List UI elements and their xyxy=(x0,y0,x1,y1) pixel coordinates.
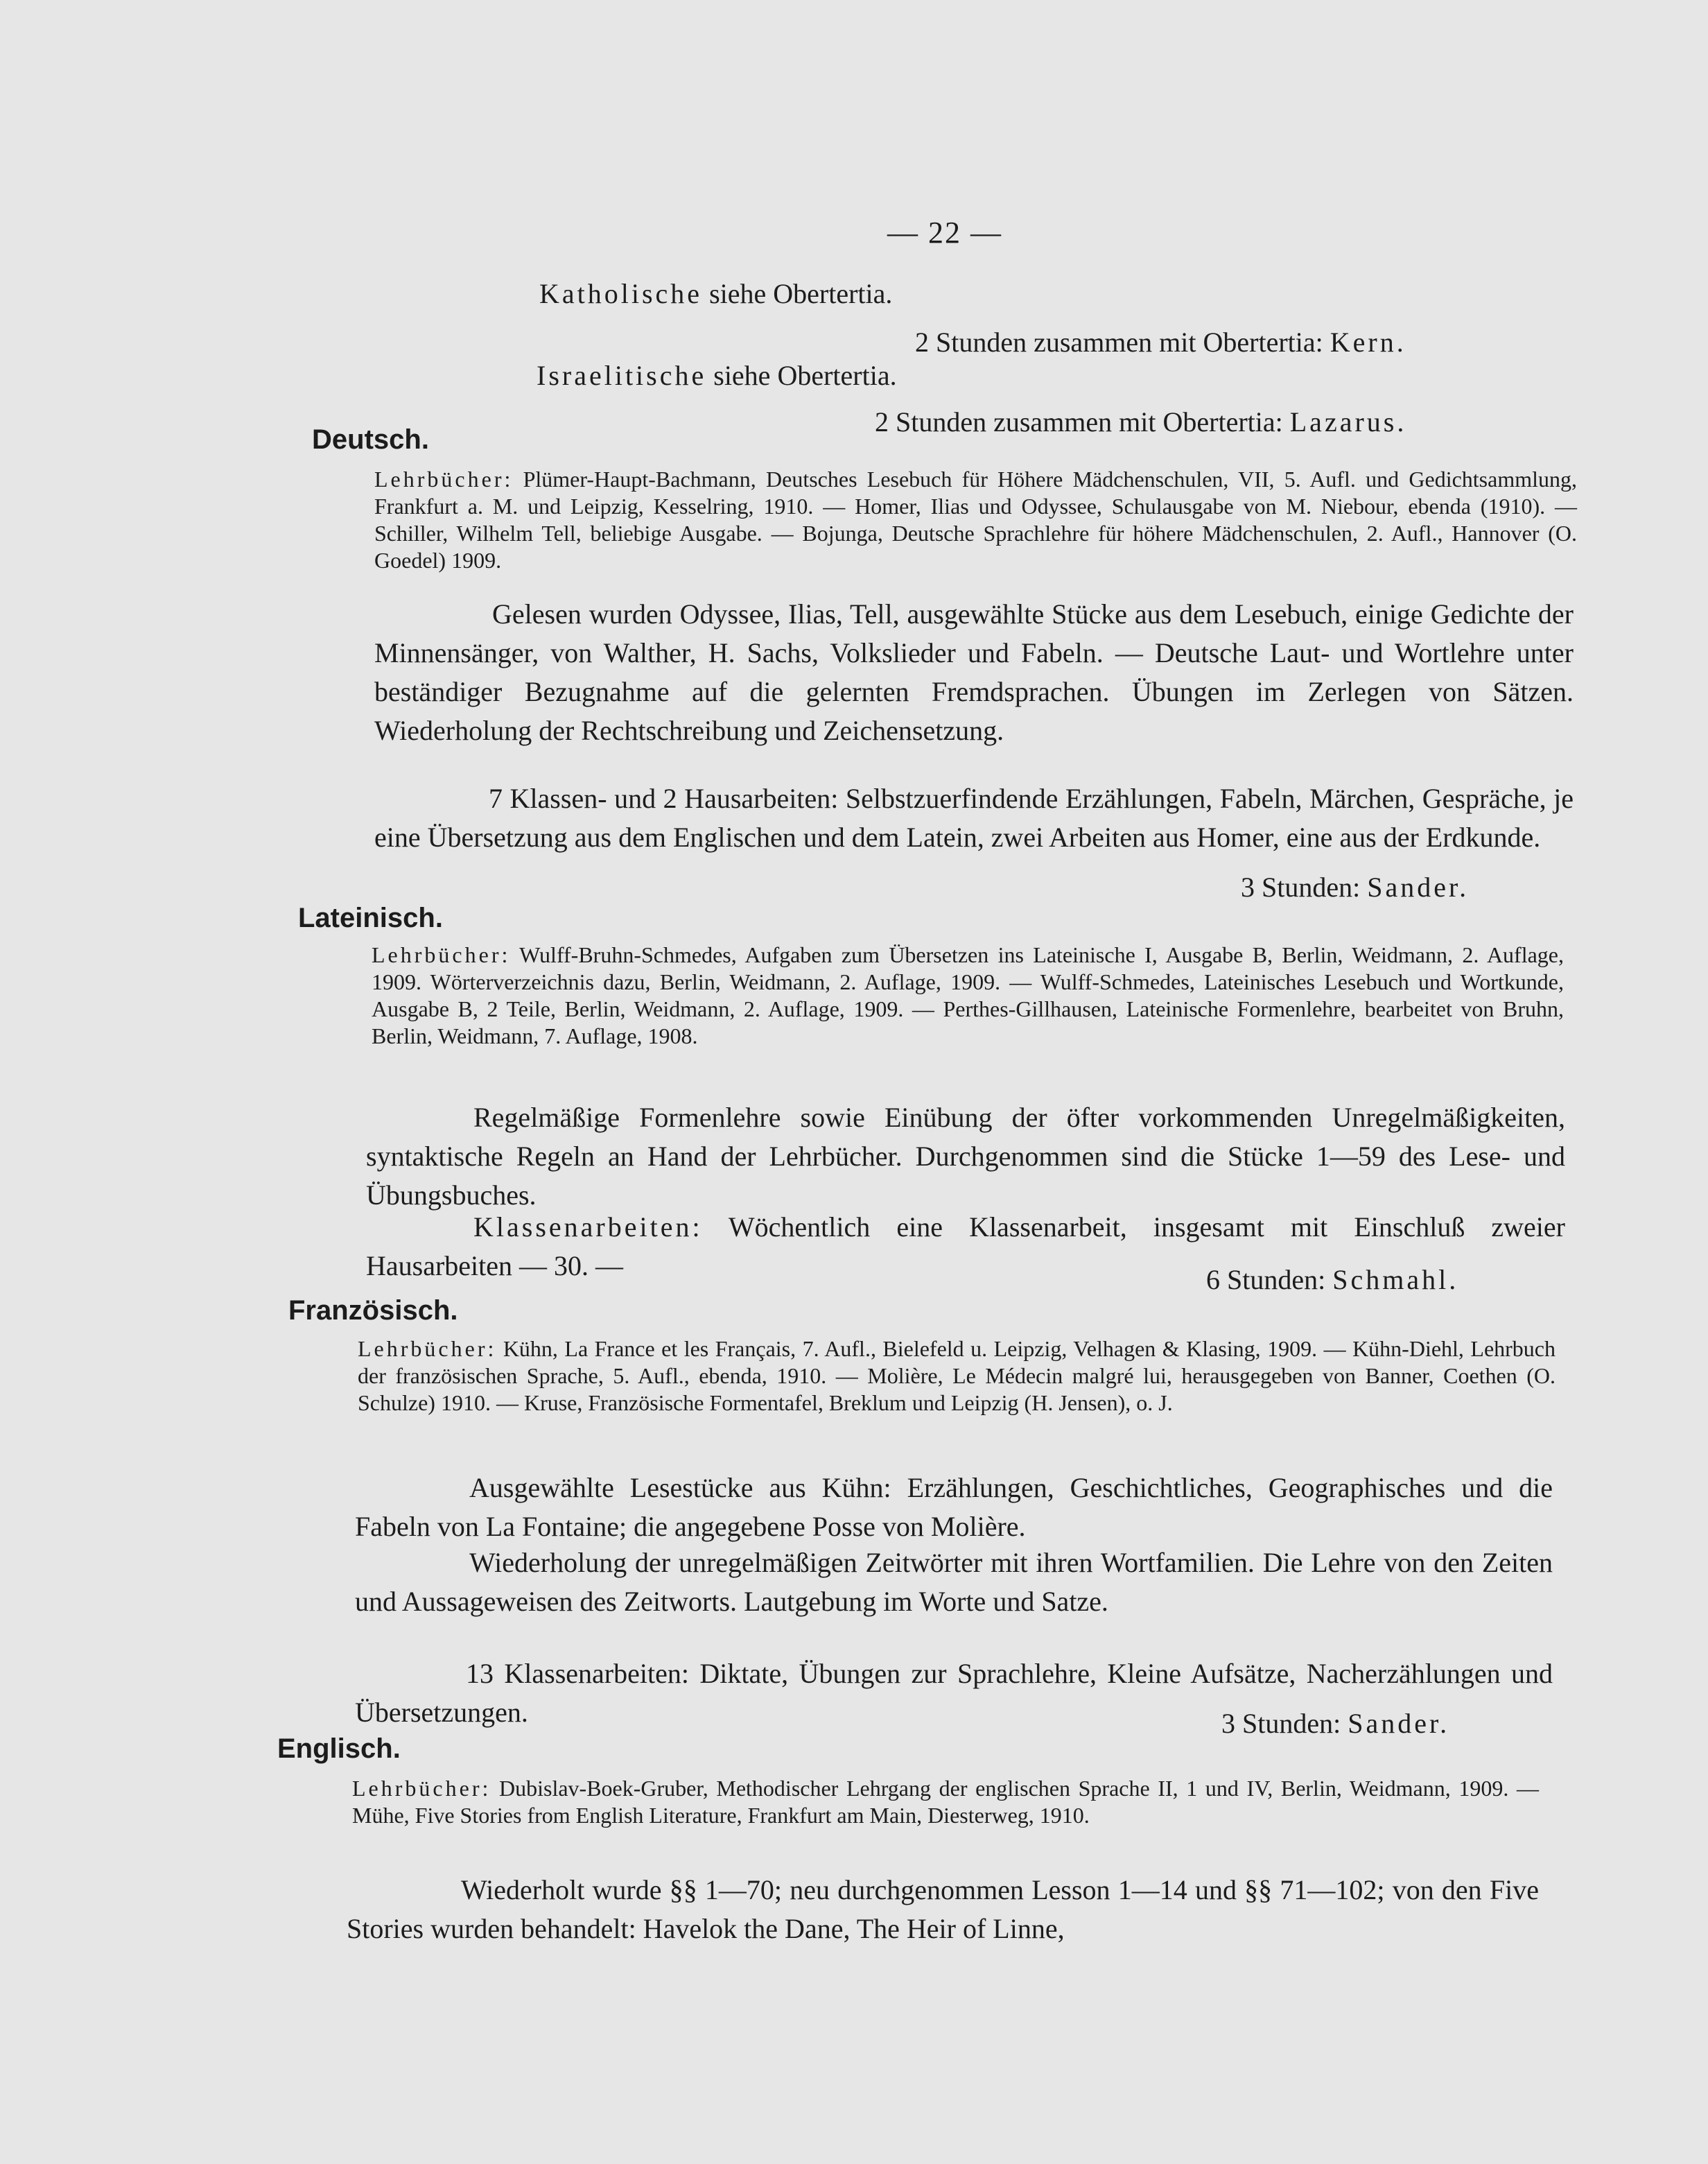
latein-books xyxy=(372,942,1564,1050)
israelite-text: siehe Obertertia. xyxy=(706,360,897,391)
catholic-hours-text: 2 Stunden zusammen mit Obertertia: xyxy=(915,327,1330,358)
latein-para1: Regelmäßige Formenlehre sowie Einübung der öfter vorkommenden Unregelmäßigkeiten, syntaktische Regeln an Hand der Lehrbücher. Durchgenommen sind die Stücke 1—59 des Lese- und Übungsbuches. xyxy=(366,1102,1565,1211)
latein-exams-text: Wöchentlich eine Klassenarbeit, insgesamt mit Einschluß zweier Hausarbeiten — 30. — xyxy=(366,1211,1565,1281)
heading-deutsch: Deutsch. xyxy=(312,424,429,455)
catholic-label: Katholische xyxy=(539,278,703,309)
latein-books-text: Wulff-Bruhn-Schmedes, Aufgaben zum Übersetzen ins Lateinische I, Ausgabe B, Berlin, Weidmann, 2. Auflage, 1909. Wörterverzeichnis dazu, Berlin, Weidmann, 2. Auflage, 1909. — Wulff-Schmedes, Lateinisches Lesebuch und Wortkunde, Ausgabe B, 2 Teile, Berlin, Weidmann, 2. Auflage, 1909. — Perthes-Gillhausen, Lateinische Formenlehre, bearbeitet von Bruhn, Berlin, Weidmann, 7. Auflage, 1908. xyxy=(372,942,1564,1048)
catholic-text: siehe Obertertia. xyxy=(702,278,893,309)
latein-books-label: Lehrbücher: xyxy=(372,942,511,967)
deutsch-hours xyxy=(1241,871,1469,903)
deutsch-para2: 7 Klassen- und 2 Hausarbeiten: Selbstzuerfindende Erzählungen, Fabeln, Märchen, Gespräche, je eine Übersetzung aus dem Englischen und dem Latein, zwei Arbeiten aus Homer, eine aus der Erdkunde. xyxy=(374,783,1574,853)
israelite-line xyxy=(537,359,897,392)
page-number: — 22 — xyxy=(887,216,1002,250)
latein-exams-label: Klassenarbeiten: xyxy=(473,1211,703,1243)
israelite-hours xyxy=(875,406,1406,438)
englisch-books-text: Dubislav-Boek-Gruber, Methodischer Lehrgang der englischen Sprache II, 1 und IV, Berlin, Weidmann, 1909. — Mühe, Five Stories from English Literature, Frankfurt am Main, Diesterweg, 1910. xyxy=(352,1776,1539,1828)
englisch-books-label: Lehrbücher: xyxy=(352,1776,491,1801)
englisch-books xyxy=(352,1775,1539,1829)
latein-teacher: Schmahl. xyxy=(1332,1264,1459,1295)
deutsch-books xyxy=(374,466,1577,574)
franz-para1: Ausgewählte Lesestücke aus Kühn: Erzählungen, Geschichtliches, Geographisches und die Fabeln von La Fontaine; die angegebene Posse von Molière. xyxy=(355,1472,1553,1542)
deutsch-hours-text: 3 Stunden: xyxy=(1241,872,1368,903)
catholic-line xyxy=(539,277,892,310)
deutsch-para1: Gelesen wurden Odyssee, Ilias, Tell, ausgewählte Stücke aus dem Lesebuch, einige Gedichte der Minnensänger, von Walther, H. Sachs, Volkslieder und Fabeln. — Deutsche Laut- und Wortlehre unter beständiger Bezugnahme auf die gelernten Fremdsprachen. Übungen im Zerlegen von Sätzen. Wiederholung der Rechtschreibung und Zeichensetzung. xyxy=(374,598,1574,746)
franz-books xyxy=(358,1335,1556,1417)
franz-hours-text: 3 Stunden: xyxy=(1221,1708,1348,1739)
heading-franzoesisch: Französisch. xyxy=(288,1295,458,1326)
latein-hours xyxy=(1206,1263,1458,1296)
franz-para2: Wiederholung der unregelmäßigen Zeitwörter mit ihren Wortfamilien. Die Lehre von den Zeiten und Aussageweisen des Zeitworts. Lautgebung im Worte und Satze. xyxy=(355,1547,1553,1617)
franz-para3: 13 Klassenarbeiten: Diktate, Übungen zur Sprachlehre, Kleine Aufsätze, Nacherzählungen und Übersetzungen. xyxy=(355,1658,1553,1728)
israelite-hours-text: 2 Stunden zusammen mit Obertertia: xyxy=(875,406,1290,438)
latein-hours-text: 6 Stunden: xyxy=(1206,1264,1333,1295)
englisch-para1: Wiederholt wurde §§ 1—70; neu durchgenommen Lesson 1—14 und §§ 71—102; von den Five Stories wurden behandelt: Havelok the Dane, The Heir of Linne, xyxy=(347,1874,1539,1944)
deutsch-books-label: Lehrbücher: xyxy=(374,467,514,492)
israelite-label: Israelitische xyxy=(537,360,707,391)
heading-englisch: Englisch. xyxy=(277,1733,401,1764)
franz-books-label: Lehrbücher: xyxy=(358,1336,497,1361)
catholic-hours xyxy=(915,326,1406,358)
franz-books-text: Kühn, La France et les Français, 7. Aufl., Bielefeld u. Leipzig, Velhagen & Klasing, 1909. — Kühn-Diehl, Lehrbuch der französischen Sprache, 5. Aufl., ebenda, 1910. — Molière, Le Médecin malgré lui, herausgegeben von Banner, Coethen (O. Schulze) 1910. — Kruse, Französische Formentafel, Breklum und Leipzig (H. Jensen), o. J. xyxy=(358,1336,1556,1415)
franz-hours xyxy=(1221,1707,1449,1740)
catholic-teacher: Kern. xyxy=(1330,327,1406,358)
deutsch-books-text: Plümer-Haupt-Bachmann, Deutsches Lesebuch für Höhere Mädchenschulen, VII, 5. Aufl. und Gedichtsammlung, Frankfurt a. M. und Leipzig, Kesselring, 1910. — Homer, Ilias und Odyssee, Schulausgabe von M. Niebour, ebenda (1910). — Schiller, Wilhelm Tell, beliebige Ausgabe. — Bojunga, Deutsche Sprachlehre für höhere Mädchenschulen, 2. Aufl., Hannover (O. Goedel) 1909. xyxy=(374,467,1577,573)
franz-teacher: Sander. xyxy=(1348,1708,1450,1739)
heading-lateinisch: Lateinisch. xyxy=(298,903,443,933)
deutsch-teacher: Sander. xyxy=(1367,872,1470,903)
israelite-teacher: Lazarus. xyxy=(1289,406,1407,438)
